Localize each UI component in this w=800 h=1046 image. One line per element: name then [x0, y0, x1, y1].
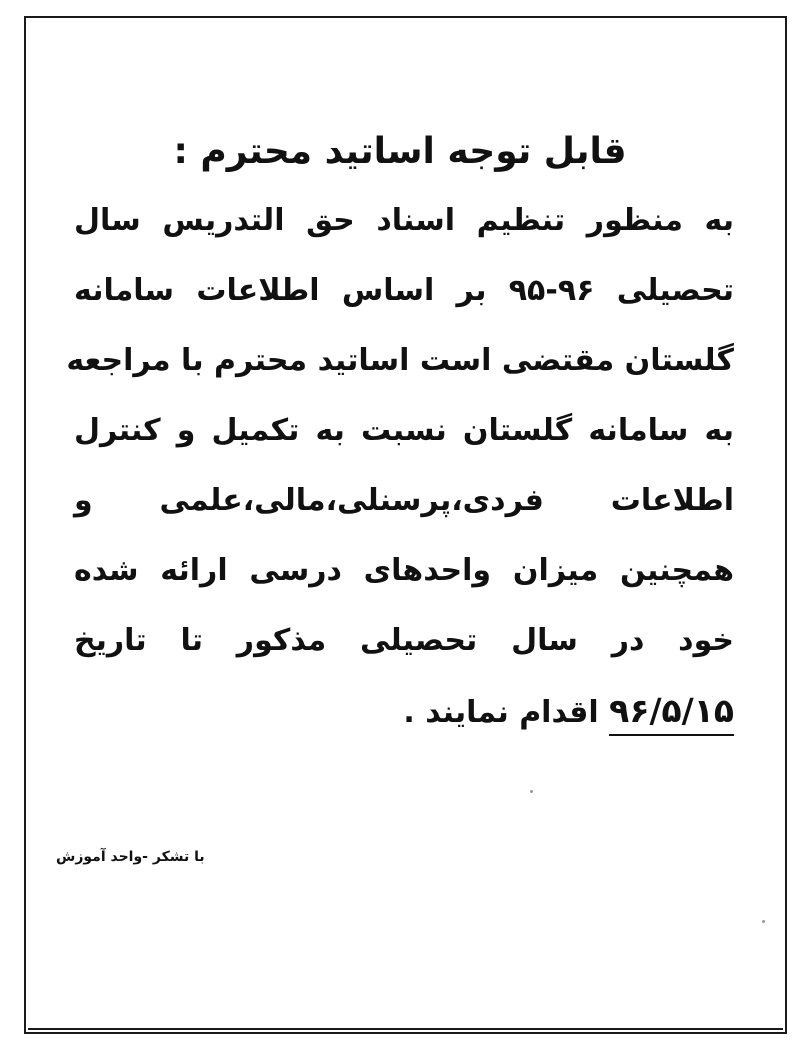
scan-speck	[530, 790, 533, 793]
notice-line-7: خود در سال تحصیلی مذکور تا تاریخ	[74, 623, 734, 658]
signature-line: با تشکر -واحد آموزش	[56, 849, 205, 865]
notice-line-3: گلستان مقتضی است اساتید محترم با مراجعه	[66, 343, 734, 378]
deadline-date: ۹۶/۵/۱۵	[609, 691, 734, 736]
notice-line-1: به منظور تنظیم اسناد حق التدریس سال	[74, 203, 734, 238]
notice-line-5: اطلاعات فردی،پرسنلی،مالی،علمی و	[74, 483, 734, 518]
scan-speck	[762, 920, 765, 923]
notice-body	[66, 186, 735, 748]
notice-line-8	[74, 676, 734, 748]
closing-text: اقدام نمایند .	[403, 695, 599, 730]
notice-line-4: به سامانه گلستان نسبت به تکمیل و کنترل	[74, 413, 734, 448]
notice-title: قابل توجه اساتید محترم :	[173, 131, 627, 173]
notice-line-2: تحصیلی ۹۶-۹۵ بر اساس اطلاعات سامانه	[74, 273, 735, 308]
notice-line-6: همچنین میزان واحدهای درسی ارائه شده	[74, 553, 734, 588]
